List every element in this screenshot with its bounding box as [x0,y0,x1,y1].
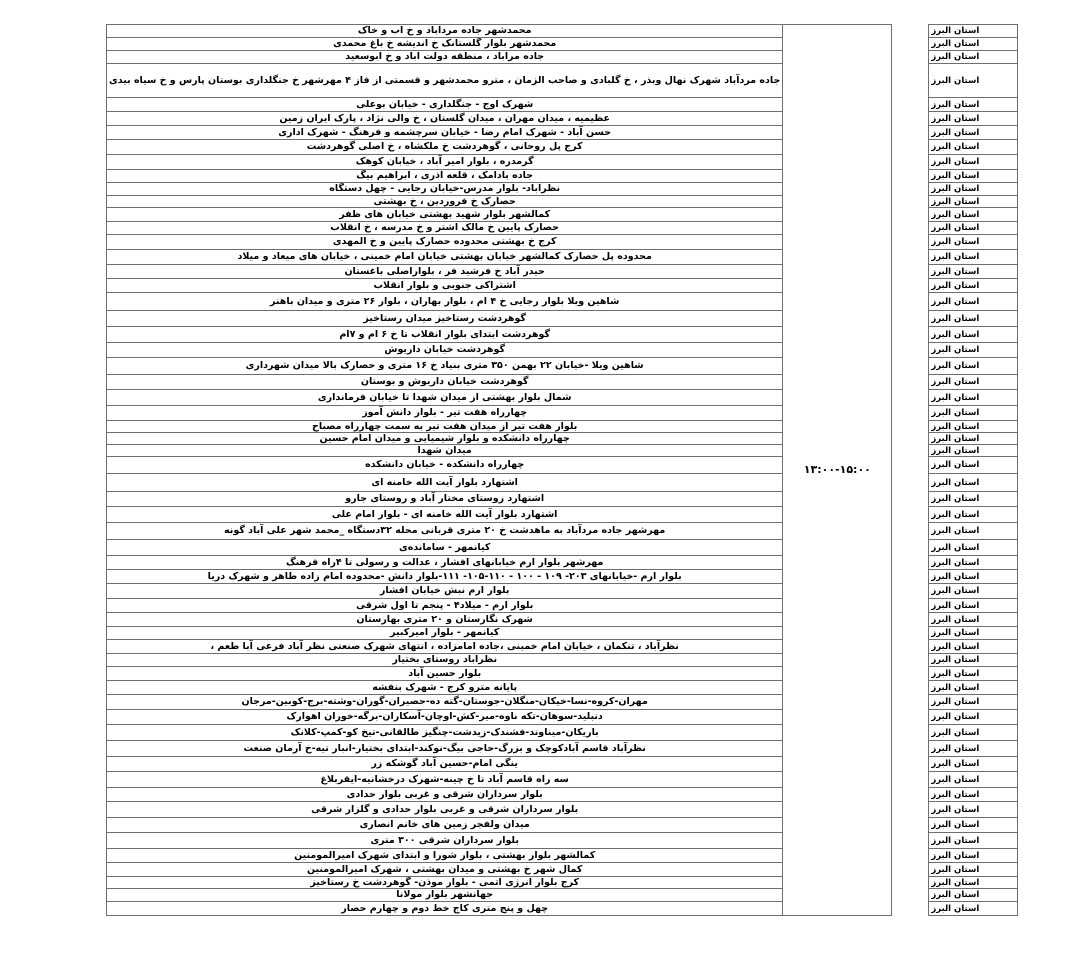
province-cell: استان البرز [929,710,1018,725]
province-cell: استان البرز [929,98,1018,112]
address-cell: مهرشهر جاده مردآباد به ماهدشت خ ۲۰ متری قربانی محله ۳۲دستگاه _محمد شهر علی آباد گونه [107,523,783,540]
address-cell: کمال شهر خ بهشتی و میدان بهشتی ، شهرک امیرالمومنین [107,863,783,877]
province-cell: استان البرز [929,433,1018,445]
address-cell: گرمدره ، بلوار امیر آباد ، خیابان کوهک [107,155,783,170]
address-cell: کرج خ بهشتی محدوده حصارک پایین و خ المهدی [107,235,783,250]
province-cell: استان البرز [929,570,1018,584]
address-cell: اشتهارد روستای مختار آباد و روستای جارو [107,492,783,507]
province-cell: استان البرز [929,556,1018,570]
province-cell: استان البرز [929,507,1018,523]
province-cell: استان البرز [929,445,1018,457]
address-cell: بلوار ارم نبش خیابان افشار [107,584,783,599]
province-cell: استان البرز [929,877,1018,889]
address-cell: شاهین ویلا بلوار رجایی خ ۴ ام ، بلوار بهاران ، بلوار ۲۶ متری و میدان باهنر [107,293,783,311]
province-cell: استان البرز [929,772,1018,788]
province-cell: استان البرز [929,293,1018,311]
province-cell: استان البرز [929,51,1018,64]
address-cell: جهانشهر بلوار مولانا [107,889,783,902]
province-cell: استان البرز [929,311,1018,327]
address-cell: نظرآباد ، تنکمان ، خیابان امام خمینی ،جاده امامزاده ، انتهای شهرک صنعتی نظر آباد فرعی آبا طعم ، [107,640,783,654]
province-cell: استان البرز [929,474,1018,492]
schedule-table [106,24,1018,916]
address-cell: حسن آباد - شهرک امام رضا - خیابان سرچشمه و فرهنگ - شهرک اداری [107,126,783,140]
address-cell: نظرآباد قاسم آبادکوچک و بزرگ-حاجی بیگ-نوکند-ابتدای بختیار-انبار تیه-خ آرمان صنعت [107,741,783,757]
address-cell: گوهردشت رستاخیز میدان رستاخیز [107,311,783,327]
address-cell: سه راه قاسم آباد تا خ چینه-شهرک درخشانیه-ایقربلاغ [107,772,783,788]
province-cell: استان البرز [929,889,1018,902]
province-cell: استان البرز [929,327,1018,343]
address-cell: بلوار سرداران شرقی ۳۰۰ متری [107,833,783,849]
address-cell: چهارراه دانشکده و بلوار شیمیایی و میدان امام حسین [107,433,783,445]
address-cell: محدوده پل حصارک کمالشهر خیابان بهشتی خیابان امام خمینی ، خیابان های میعاد و میلاد [107,250,783,265]
address-cell: دنبلید-سوهان-تکه ناوه-میر-کش-اوچان-آسکاران-برگه-خوران اهوارک [107,710,783,725]
province-cell: استان البرز [929,208,1018,222]
address-cell: چهارراه دانشکده - خیابان دانشکده [107,457,783,474]
province-cell: استان البرز [929,627,1018,640]
schedule-table-body [107,25,1018,916]
address-cell: میدان ولفجر زمین های خانم انصاری [107,818,783,833]
province-cell: استان البرز [929,695,1018,710]
address-cell: بلوار هفت تیر از میدان هفت تیر به سمت چهارراه مصباح [107,421,783,433]
address-cell: ینگی امام-حسین آباد گوشکه زر [107,757,783,772]
province-cell: استان البرز [929,170,1018,183]
address-cell: اشتراکی جنوبی و بلوار انقلاب [107,279,783,293]
address-cell: مهرشهر بلوار ارم خیابانهای افشار ، عدالت و رسولی تا ۴راه فرهنگ [107,556,783,570]
province-cell: استان البرز [929,64,1018,98]
address-cell: کرج پل روحانی ، گوهردشت خ ملکشاه ، خ اصلی گوهردشت [107,140,783,155]
address-cell: کمالشهر بلوار شهید بهشتی خیابان های ظفر [107,208,783,222]
address-cell: محمدشهر بلوار گلستانک خ اندیشه خ باغ محمدی [107,38,783,51]
address-cell: جاده مردآباد شهرک نهال وبذر ، خ گلبادی و صاحب الزمان ، مترو محمدشهر و قسمتی از فاز ۴ مهرشهر خ جنگلداری بوستان پارس و خ سیاه بیدی [107,64,783,98]
address-cell: جاده بادامک ، قلعه آذری ، ابراهیم بیگ [107,170,783,183]
address-cell: شاهین ویلا -خیابان ۲۲ بهمن ۳۵۰ متری بنیاد خ ۱۶ متری و حصارک بالا میدان شهرداری [107,358,783,375]
address-cell: کیانمهر - سامانده‌ی [107,540,783,556]
address-cell: بلوار حسین آباد [107,667,783,681]
province-cell: استان البرز [929,222,1018,235]
province-cell: استان البرز [929,390,1018,406]
address-cell: کرج بلوار انرژی اتمی - بلوار موذن- گوهردشت خ رستاخیز [107,877,783,889]
province-cell: استان البرز [929,741,1018,757]
province-cell: استان البرز [929,358,1018,375]
province-cell: استان البرز [929,406,1018,421]
province-cell: استان البرز [929,250,1018,265]
province-cell: استان البرز [929,25,1018,38]
address-cell: میدان شهدا [107,445,783,457]
province-cell: استان البرز [929,235,1018,250]
address-cell: اشتهارد بلوار آیت الله خامنه ای - بلوار امام علی [107,507,783,523]
address-cell: بلوار ارم -خیابانهای ۲۰۳- ۱۰۹ - ۱۰۰ - ۱۱۰-۱۰۵- ۱۱۱-بلوار دانش -محدوده امام زاده طاهر و شهرک دریا [107,570,783,584]
address-cell: بلوار سرداران شرقی و غربی بلوار حدادی [107,788,783,802]
address-cell: گوهردشت خیابان داریوش [107,343,783,358]
address-cell: گوهردشت ابتدای بلوار انقلاب تا خ ۶ ام و ۷ام [107,327,783,343]
address-cell: باریکان-میناوند-فشندک-زیدشت-چنگیز طالقانی-تیخ کو-کمپ-کلانک [107,725,783,741]
address-cell: شمال بلوار بهشتی از میدان شهدا تا خیابان فرمانداری [107,390,783,406]
province-cell: استان البرز [929,196,1018,208]
province-cell: استان البرز [929,343,1018,358]
table-row [107,25,1018,38]
province-cell: استان البرز [929,421,1018,433]
spacer-column [892,25,929,916]
address-cell: نظرآباد روستای بختیار [107,654,783,667]
province-cell: استان البرز [929,540,1018,556]
province-cell: استان البرز [929,757,1018,772]
province-cell: استان البرز [929,613,1018,627]
province-cell: استان البرز [929,802,1018,818]
province-cell: استان البرز [929,725,1018,741]
address-cell: عظیمیه ، میدان مهران ، میدان گلستان ، خ والی نژاد ، پارک ایران زمین [107,112,783,126]
address-cell: حیدر آباد خ فرشید فر ، بلواراصلی باغستان [107,265,783,279]
time-slot-cell: ۱۳:۰۰-۱۵:۰۰ [783,25,892,916]
province-cell: استان البرز [929,584,1018,599]
address-cell: بلوار سرداران شرقی و غربی بلوار حدادی و گلزار شرقی [107,802,783,818]
address-cell: کمالشهر بلوار بهشتی ، بلوار شورا و ابتدای شهرک امیرالمومنین [107,849,783,863]
address-cell: جاده مراباد ، منطقه دولت آباد و خ ابوسعید [107,51,783,64]
province-cell: استان البرز [929,265,1018,279]
province-cell: استان البرز [929,140,1018,155]
province-cell: استان البرز [929,681,1018,695]
province-cell: استان البرز [929,599,1018,613]
province-cell: استان البرز [929,126,1018,140]
address-cell: مهران-کروه-نسا-خیکان-منگلان-جوستان-گته ده-حصیران-گوران-وشته-برج-کوبین-مرجان [107,695,783,710]
province-cell: استان البرز [929,849,1018,863]
province-cell: استان البرز [929,902,1018,916]
address-cell: نظرآباد- بلوار مدرس-خیابان رجایی - چهل دستگاه [107,183,783,196]
province-cell: استان البرز [929,818,1018,833]
province-cell: استان البرز [929,375,1018,390]
province-cell: استان البرز [929,492,1018,507]
province-cell: استان البرز [929,863,1018,877]
address-cell: محمدشهر جاده مردآباد و خ اب و خاک [107,25,783,38]
province-cell: استان البرز [929,523,1018,540]
province-cell: استان البرز [929,155,1018,170]
address-cell: بلوار ارم - میلاد۴ - پنجم تا اول شرقی [107,599,783,613]
address-cell: اشتهارد بلوار آیت الله خامنه ای [107,474,783,492]
province-cell: استان البرز [929,833,1018,849]
province-cell: استان البرز [929,667,1018,681]
address-cell: کیانمهر - بلوار امیرکبیر [107,627,783,640]
province-cell: استان البرز [929,183,1018,196]
address-cell: گوهردشت خیابان داریوش و بوستان [107,375,783,390]
address-cell: پایانه مترو کرج - شهرک بنفشه [107,681,783,695]
address-cell: حصارک پایین خ مالک اشتر و خ مدرسه ، خ انقلاب [107,222,783,235]
province-cell: استان البرز [929,640,1018,654]
province-cell: استان البرز [929,38,1018,51]
province-cell: استان البرز [929,457,1018,474]
province-cell: استان البرز [929,279,1018,293]
address-cell: شهرک نگارستان و ۲۰ متری بهارستان [107,613,783,627]
address-cell: چهل و پنج متری کاج خط دوم و چهارم حصار [107,902,783,916]
province-cell: استان البرز [929,654,1018,667]
address-cell: چهارراه هفت تیر - بلوار دانش آموز [107,406,783,421]
address-cell: حصارک خ فروردین ، خ بهشتی [107,196,783,208]
province-cell: استان البرز [929,788,1018,802]
province-cell: استان البرز [929,112,1018,126]
address-cell: شهرک اوج - جنگلداری - خیابان بوعلی [107,98,783,112]
